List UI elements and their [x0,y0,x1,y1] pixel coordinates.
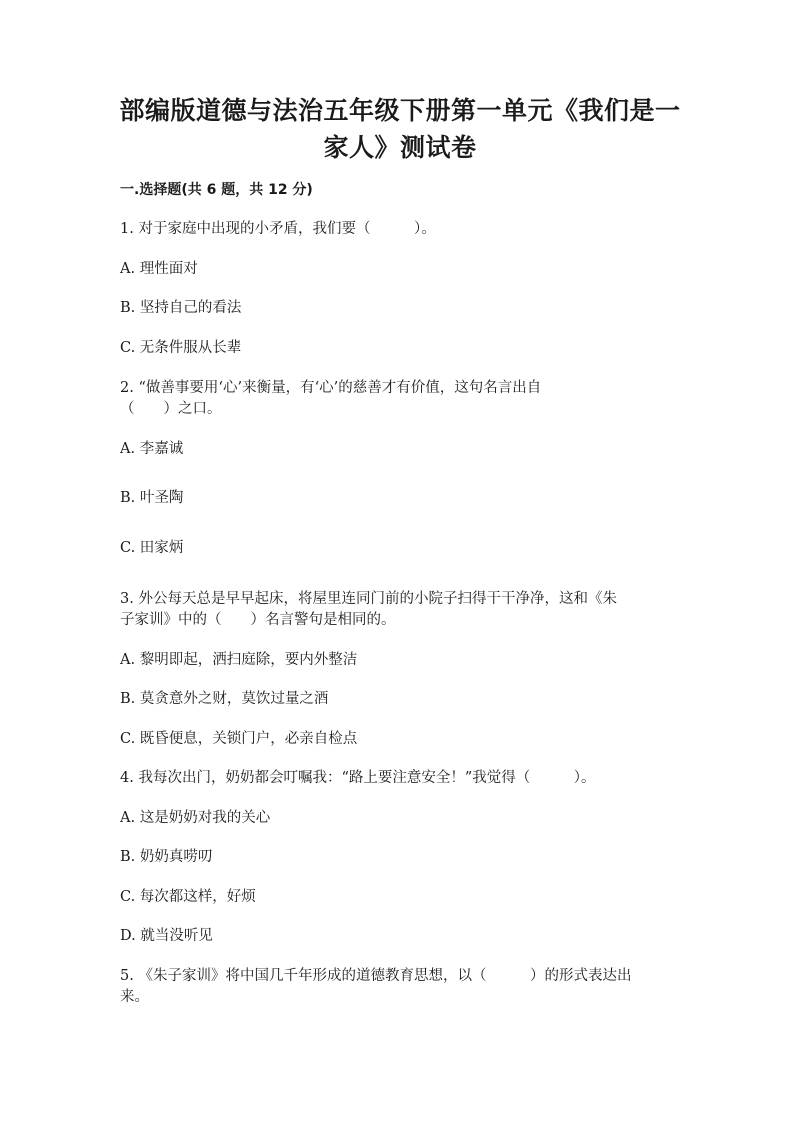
question-1-stem: 1. 对于家庭中出现的小矛盾，我们要（ ）。 [120,221,436,237]
question-3-option-a: A. 黎明即起，洒扫庭除，要内外整洁 [120,652,358,668]
question-3-option-b: B. 莫贪意外之财，莫饮过量之酒 [120,691,329,707]
question-2-stem-line-1: 2. “做善事要用‘心’来衡量，有‘心’的慈善才有价值，这句名言出自 [120,380,542,396]
question-4-stem: 4. 我每次出门，奶奶都会叮嘱我：“路上要注意安全！”我觉得（ ）。 [120,770,596,786]
question-2-option-c: C. 田家炳 [120,540,184,556]
page-title [60,92,740,166]
title-line-2: 家人》测试卷 [323,133,477,162]
question-4-option-c: C. 每次都这样，好烦 [120,889,256,905]
question-4-option-d: D. 就当没听见 [120,928,213,944]
question-3-stem-line-1: 3. 外公每天总是早早起床，将屋里连同门前的小院子扫得干干净净，这和《朱 [120,591,617,607]
question-4-option-b: B. 奶奶真唠叨 [120,849,213,865]
question-2-option-a: A. 李嘉诚 [120,441,184,457]
question-2-option-b: B. 叶圣陶 [120,490,184,506]
question-3-stem-line-2: 子家训》中的（ ）名言警句是相同的。 [120,612,396,628]
section-heading: 一.选择题(共 6 题，共 12 分) [120,182,313,198]
question-4-option-a: A. 这是奶奶对我的关心 [120,810,271,826]
title-line-1: 部编版道德与法治五年级下册第一单元《我们是一 [119,96,681,125]
question-1-option-c: C. 无条件服从长辈 [120,340,242,356]
question-3-option-c: C. 既昏便息，关锁门户，必亲自检点 [120,731,358,747]
question-1-option-a: A. 理性面对 [120,261,198,277]
question-5-stem-line-2: 来。 [120,989,149,1005]
question-5-stem-line-1: 5. 《朱子家训》将中国几千年形成的道德教育思想，以（ ）的形式表达出 [120,968,632,984]
question-2-stem-line-2: （ ）之口。 [120,401,222,417]
question-1-option-b: B. 坚持自己的看法 [120,300,242,316]
